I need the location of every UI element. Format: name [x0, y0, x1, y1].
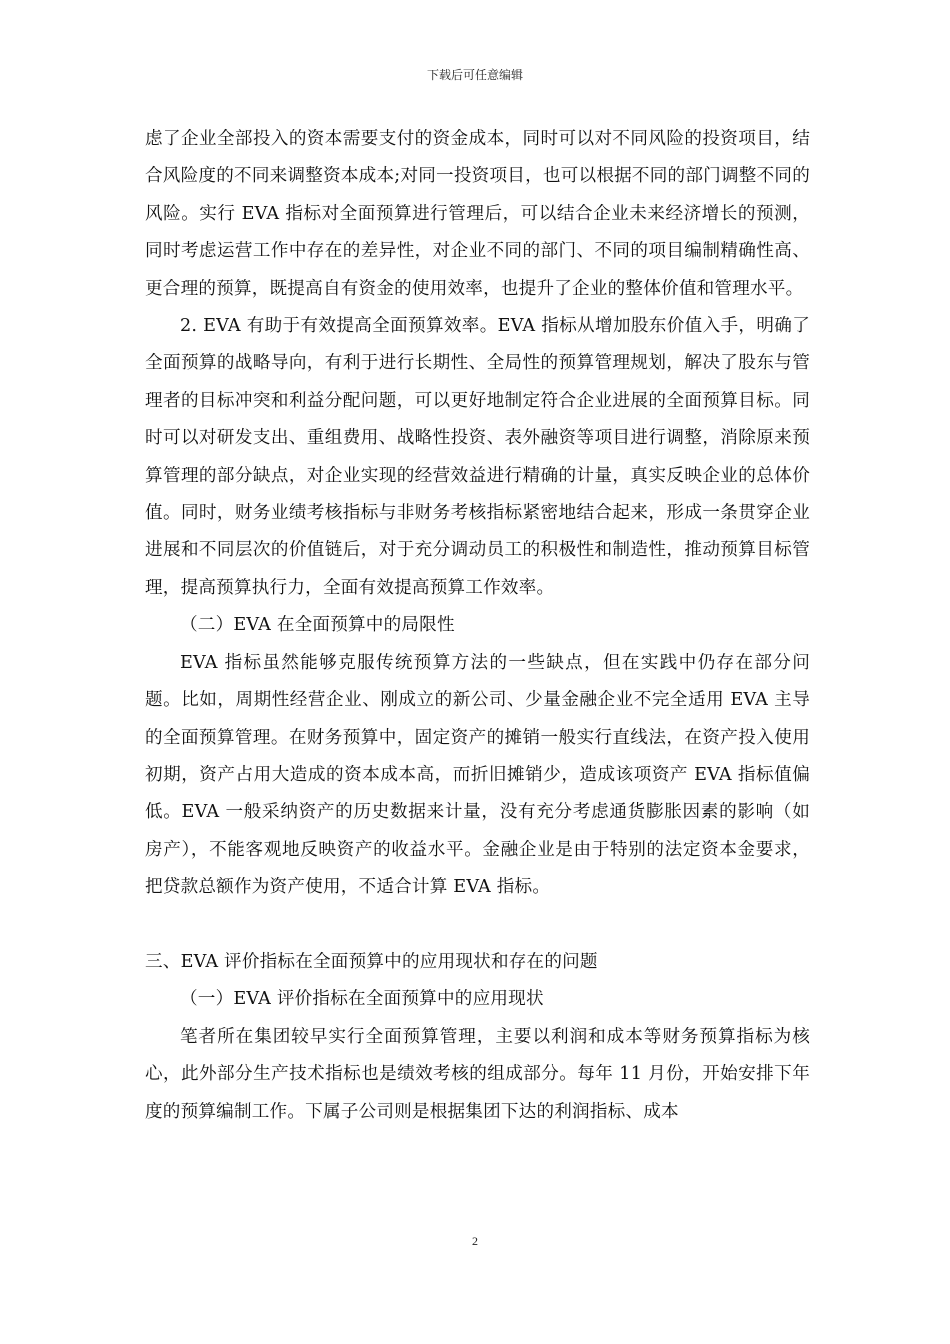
page-number: 2 [472, 1234, 478, 1248]
paragraph-eva-efficiency: 2. EVA 有助于有效提高全面预算效率。EVA 指标从增加股东价值入手，明确了全面预算的战略导向，有利于进行长期性、全局性的预算管理规划，解决了股东与管理者的目标冲突和利益分配问题，可以更好地制定符合企业进展的全面预算目标。同时可以对研发支出、重组费用、战略性投资、表外融资等项目进行调整，消除原来预算管理的部分缺点，对企业实现的经营效益进行精确的计量，真实反映企业的总体价值。同时，财务业绩考核指标与非财务考核指标紧密地结合起来，形成一条贯穿企业进展和不同层次的价值链后，对于充分调动员工的积极性和制造性，推动预算目标管理，提高预算执行力，全面有效提高预算工作效率。 [145, 316, 810, 598]
paragraph-application-status: 笔者所在集团较早实行全面预算管理，主要以利润和成本等财务预算指标为核心，此外部分生产技术指标也是绩效考核的组成部分。每年 11 月份，开始安排下年度的预算编制工作。下属子公司则是根据集团下达的利润指标、成本 [145, 1026, 810, 1122]
subheading-eva-limitations: （二）EVA 在全面预算中的局限性 [180, 615, 455, 636]
section-heading-3: 三、EVA 评价指标在全面预算中的应用现状和存在的问题 [145, 951, 598, 972]
page-header: 下载后可任意编辑 [426, 68, 523, 82]
paragraph-eva-limitations: EVA 指标虽然能够克服传统预算方法的一些缺点，但在实践中仍存在部分问题。比如，周期性经营企业、刚成立的新公司、少量金融企业不完全适用 EVA 主导的全面预算管理。在财务预算中，固定资产的摊销一般实行直线法，在资产投入使用初期，资产占用大造成的资本成本高，而折旧摊销少，造成该项资产 EVA 指标值偏低。EVA 一般采纳资产的历史数据来计量，没有充分考虑通货膨胀因素的影响（如房产），不能客观地反映资产的收益水平。金融企业是由于特别的法定资本金要求，把贷款总额作为资产使用，不适合计算 EVA 指标。 [145, 652, 810, 898]
document-body [145, 121, 810, 1131]
blank-line [145, 907, 810, 944]
subheading-application-status: （一）EVA 评价指标在全面预算中的应用现状 [180, 989, 544, 1010]
paragraph-continuation: 虑了企业全部投入的资本需要支付的资金成本，同时可以对不同风险的投资项目，结合风险度的不同来调整资本成本;对同一投资项目，也可以根据不同的部门调整不同的风险。实行 EVA 指标对全面预算进行管理后，可以结合企业未来经济增长的预测，同时考虑运营工作中存在的差异性，对企业不同的部门、不同的项目编制精确性高、更合理的预算，既提高自有资金的使用效率，也提升了企业的整体价值和管理水平。 [145, 129, 810, 299]
